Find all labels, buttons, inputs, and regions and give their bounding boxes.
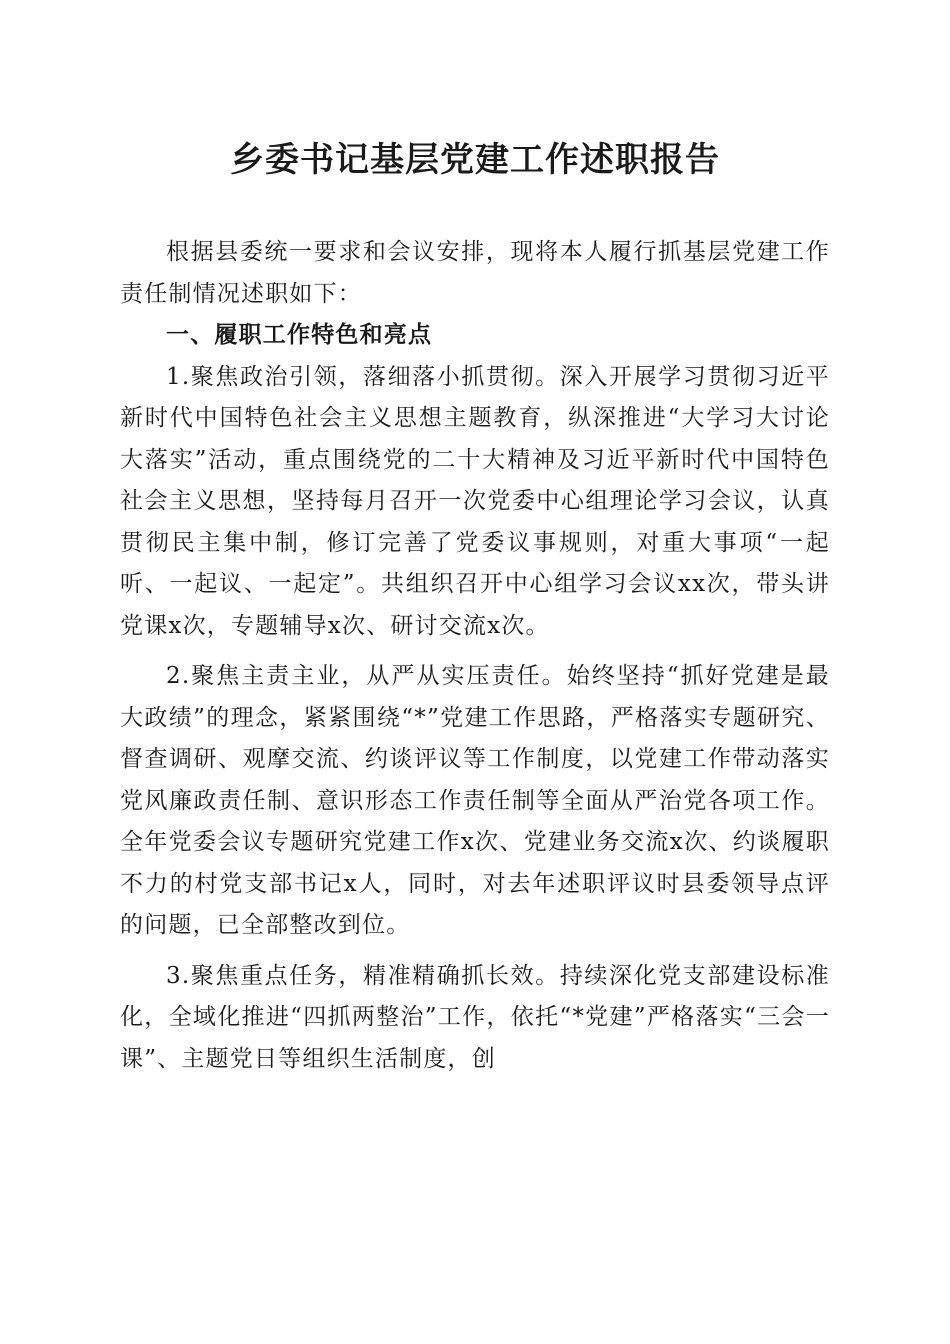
paragraph-1: 1.聚焦政治引领，落细落小抓贯彻。深入开展学习贯彻习近平新时代中国特色社会主义思想主题教育，纵深推进“大学习大讨论大落实”活动，重点围绕党的二十大精神及习近平新时代中国特色社会主义思想，坚持每月召开一次党委中心组理论学习会议，认真贯彻民主集中制，修订完善了党委议事规则，对重大事项“一起听、一起议、一起定”。共组织召开中心组学习会议xx次，带头讲党课x次，专题辅导x次、研讨交流x次。 bbox=[120, 363, 830, 639]
document-body bbox=[120, 232, 830, 1080]
paragraph-3: 3.聚焦重点任务，精准精确抓长效。持续深化党支部建设标准化，全域化推进“四抓两整治”工作，依托“*党建”严格落实“三会一课”、主题党日等组织生活制度，创 bbox=[120, 962, 830, 1072]
document-title: 乡委书记基层党建工作述职报告 bbox=[230, 140, 720, 180]
paragraph-2: 2.聚焦主责主业，从严从实压责任。始终坚持“抓好党建是最大政绩”的理念，紧紧围绕“*”党建工作思路，严格落实专题研究、督查调研、观摩交流、约谈评议等工作制度，以党建工作带动落实党风廉政责任制、意识形态工作责任制等全面从严治党各项工作。全年党委会议专题研究党建工作x次、党建业务交流x次、约谈履职不力的村党支部书记x人，同时，对去年述职评议时县委领导点评的问题，已全部整改到位。 bbox=[120, 663, 830, 938]
section-heading: 一、履职工作特色和亮点 bbox=[166, 322, 433, 348]
intro-paragraph: 根据县委统一要求和会议安排，现将本人履行抓基层党建工作责任制情况述职如下： bbox=[120, 239, 830, 307]
